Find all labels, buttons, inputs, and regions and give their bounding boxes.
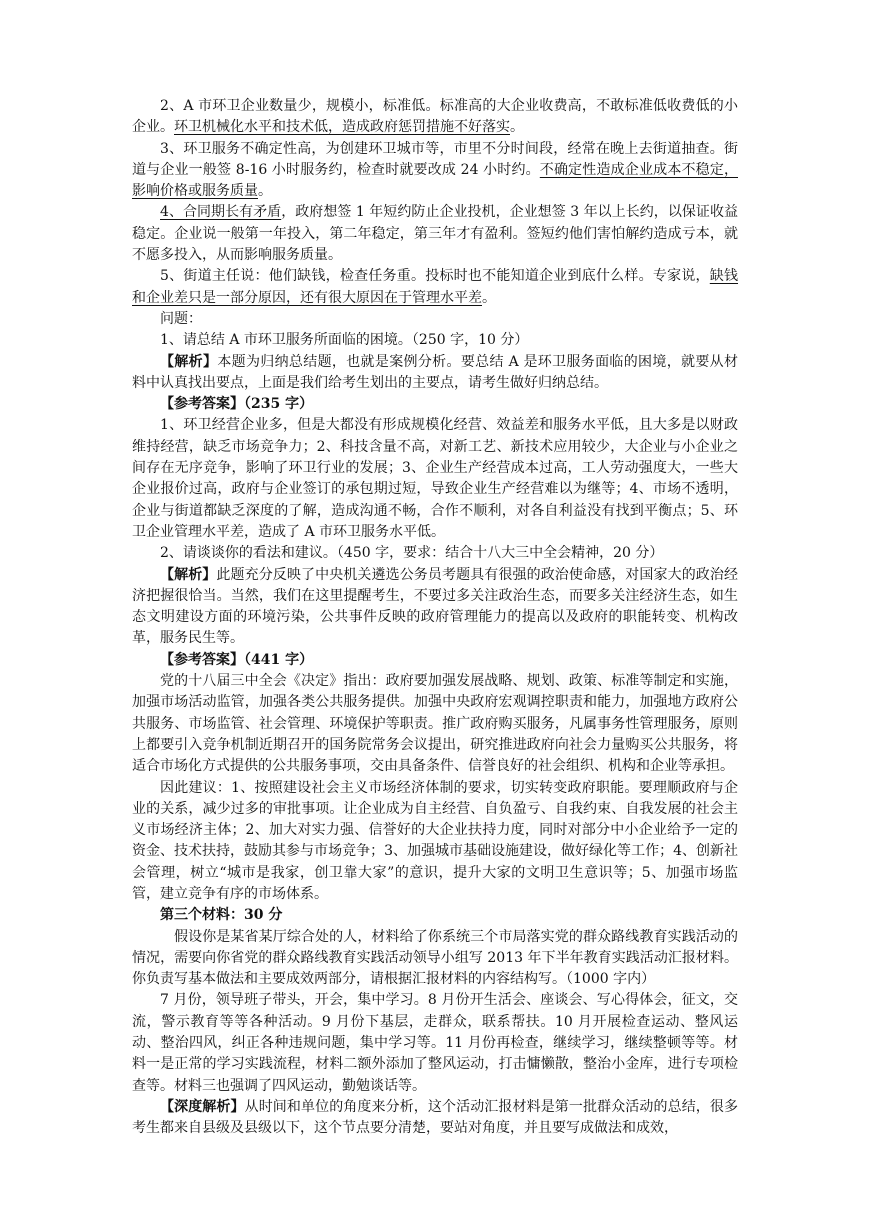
q2-answer-paragraph-1: 党的十八届三中全会《决定》指出：政府要加强发展战略、规划、政策、标准等制定和实施，加强市场活动监管，加强各类公共服务提供。加强中央政府宏观调控职责和能力，加强地方政府公共服务、市场监管、社会管理、环境保护等职责。推广政府购买服务，凡属事务性管理服务，原则上都要引入竞争机制近期召开的国务院常务会议提出，研究推进政府向社会力量购买公共服务，将适合市场化方式提供的公共服务事项，交由具备条件、信誉良好的社会组织、机构和企业等承担。	[132, 673, 738, 775]
material-item-2: 2、A 市环卫企业数量少，规模小，标准低。标准高的大企业收费高，不敢标准低收费低的小企业。环卫机械化水平和技术低，造成政府惩罚措施不好落实。	[132, 98, 738, 136]
material-item-5: 5、街道主任说：他们缺钱，检查任务重。投标时也不能知道企业到底什么样。专家说，缺钱和企业差只是一部分原因，还有很大原因在于管理水平差。	[132, 268, 739, 306]
q1-analysis: 【解析】本题为归纳总结题，也就是案例分析。要总结 A 是环卫服务面临的困境，就要从材料中认真找出要点，上面是我们给考生划出的主要点，请考生做好归纳总结。	[132, 353, 739, 391]
material-3-heading: 第三个材料：30 分	[160, 907, 283, 924]
q1-answer: 1、环卫经营企业多，但是大都没有形成规模化经营、效益差和服务水平低，且大多是以财政维持经营，缺乏市场竞争力；2、科技含量不高，对新工艺、新技术应用较少，大企业与小企业之间存在无序竞争，影响了环卫行业的发展；3、企业生产经营成本过高，工人劳动强度大，一些大企业报价过高，政府与企业签订的承包期过短，导致企业生产经营难以为继等；4、市场不透明，企业与街道都缺乏深度的了解，造成沟通不畅，合作不顺利，对各自利益没有找到平衡点；5、环卫企业管理水平差，造成了 A 市环卫服务水平低。	[132, 417, 738, 540]
q2-answer-paragraph-2: 因此建议：1、按照建设社会主义市场经济体制的要求，切实转变政府职能。要理顺政府与企业的关系，减少过多的审批事项。让企业成为自主经营、自负盈亏、自我约束、自我发展的社会主义市场经济主体；2、加大对实力强、信誉好的大企业扶持力度，同时对部分中小企业给予一定的资金、技术扶持，鼓励其参与市场竞争；3、加强城市基础设施建设，做好绿化等工作；4、创新社会管理，树立“城市是我家，创卫靠大家”的意识，提升大家的文明卫生意识等；5、加强市场监管，建立竞争有序的市场体系。	[132, 779, 738, 902]
q1-answer-heading: 【参考答案】（235 字）	[160, 396, 314, 413]
document-body	[132, 96, 738, 1140]
question-heading: 问题：	[160, 310, 202, 327]
material-item-3: 3、环卫服务不确定性高，为创建环卫城市等，市里不分时间段，经常在晚上去街道抽查。街道与企业一般签 8-16 小时服务约，检查时就要改成 24 小时约。不确定性造成企业成本不稳定，影响价格或服务质量。	[132, 140, 738, 200]
underlined-key-point: 环卫机械化水平和技术低，造成政府惩罚措施不好落实	[174, 119, 510, 136]
material-3-intro: 假设你是某省某厅综合处的人，材料给了你系统三个市局落实党的群众路线教育实践活动的情况，需要向你省党的群众路线教育实践活动领导小组写 2013 年下半年教育实践活动汇报材料。你负责写基本做法和主要成效两部分，请根据汇报材料的内容结构写。（1000 字内）	[132, 928, 738, 988]
question-1: 1、请总结 A 市环卫服务所面临的困境。（250 字，10 分）	[160, 332, 529, 349]
underlined-key-point: 4、合同期长有矛盾	[160, 204, 282, 221]
material-3-deep-analysis: 【深度解析】从时间和单位的角度来分析，这个活动汇报材料是第一批群众活动的总结，很多考生都来自县级及县级以下，这个节点要分清楚，要站对角度，并且要写成做法和成效，	[132, 1098, 739, 1137]
q2-analysis: 【解析】此题充分反映了中央机关遴选公务员考题具有很强的政治使命感，对国家大的政治经济把握很恰当。当然，我们在这里提醒考生，不要过多关注政治生态，而要多关注经济生态，如生态文明建设方面的环境污染，公共事件反映的政府管理能力的提高以及政府的职能转变、机构改革，服务民生等。	[132, 566, 739, 647]
question-2: 2、请谈谈你的看法和建议。（450 字，要求：结合十八大三中全会精神，20 分）	[160, 545, 664, 562]
underlined-key-point: 不确定性造成企业成本不稳定，影响价格或服务质量	[132, 161, 738, 200]
underlined-key-point: 缺钱和企业差只是一部分原因，还有很大原因在于管理水平差	[132, 268, 739, 306]
material-item-4: 4、合同期长有矛盾，政府想签 1 年短约防止企业投机，企业想签 3 年以上长约，以保证收益稳定。企业说一般第一年投入，第二年稳定，第三年才有盈利。签短约他们害怕解约造成亏本，就不愿多投入，从而影响服务质量。	[132, 204, 738, 264]
q2-answer-heading: 【参考答案】（441 字）	[160, 651, 314, 668]
material-3-body: 7 月份，领导班子带头，开会，集中学习。8 月份开生活会、座谈会、写心得体会，征文，交流，警示教育等等各种活动。9 月份下基层，走群众，联系帮扶。10 月开展检查运动、整风运动、整治四风，纠正各种违规问题，集中学习等。11 月份再检查，继续学习，继续整顿等等。材料一是正常的学习实践流程，材料二额外添加了整风运动，打击慵懒散，整治小金库，进行专项检查等。材料三也强调了四风运动，勤勉谈话等。	[132, 992, 738, 1094]
